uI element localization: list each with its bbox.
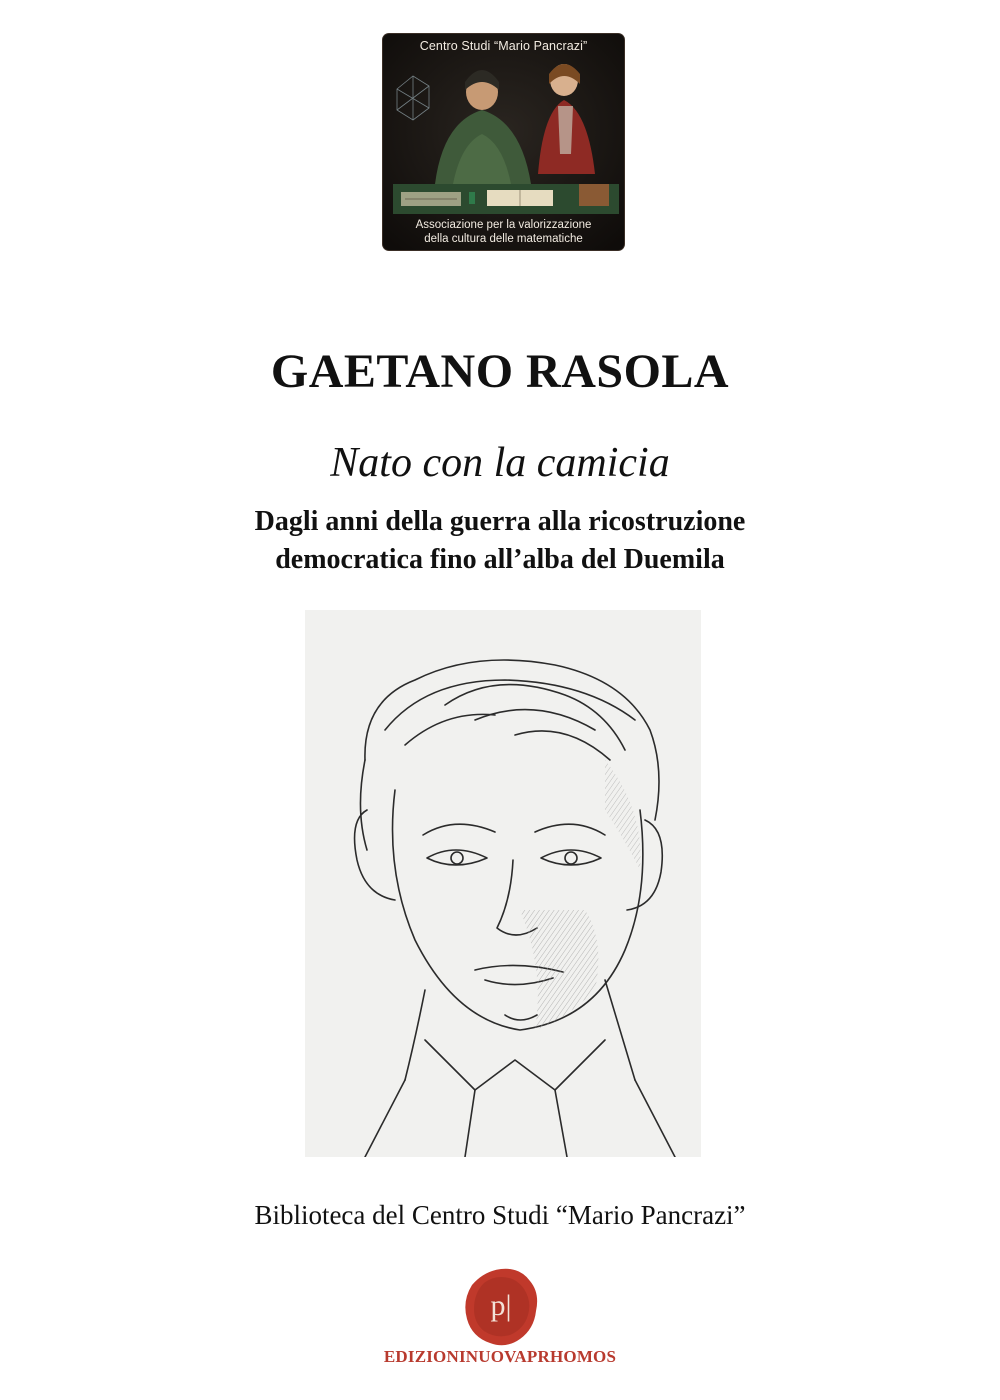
subtitle-line1: Dagli anni della guerra alla ricostruzione (254, 506, 746, 537)
wax-seal-icon (462, 1265, 540, 1349)
logo-tagline-line2: della cultura delle matematiche (424, 233, 583, 245)
logo-title: Centro Studi “Mario Pancrazi” (419, 39, 588, 53)
logo-painting (383, 34, 624, 250)
author-name: GAETANO RASOLA (270, 345, 730, 398)
centro-studi-logo (383, 34, 624, 250)
publisher-name-part3: PRHOMOS (526, 1347, 617, 1366)
publisher-name-part2: NUOVA (465, 1347, 527, 1366)
subtitle-line2: democratica fino all’alba del Duemila (275, 544, 725, 575)
logo-tagline-line1: Associazione per la valorizzazione (415, 219, 592, 231)
publisher-name-part1: EDIZIONI (383, 1347, 466, 1366)
svg-text:p|: p| (490, 1289, 512, 1322)
portrait-drawing (305, 610, 701, 1157)
series-title: Biblioteca del Centro Studi “Mario Pancrazi” (254, 1200, 746, 1230)
portrait-sketch (305, 610, 701, 1157)
book-title: Nato con la camicia (330, 440, 670, 486)
publisher-name (0, 1346, 1000, 1368)
publisher-seal-logo (462, 1265, 540, 1349)
